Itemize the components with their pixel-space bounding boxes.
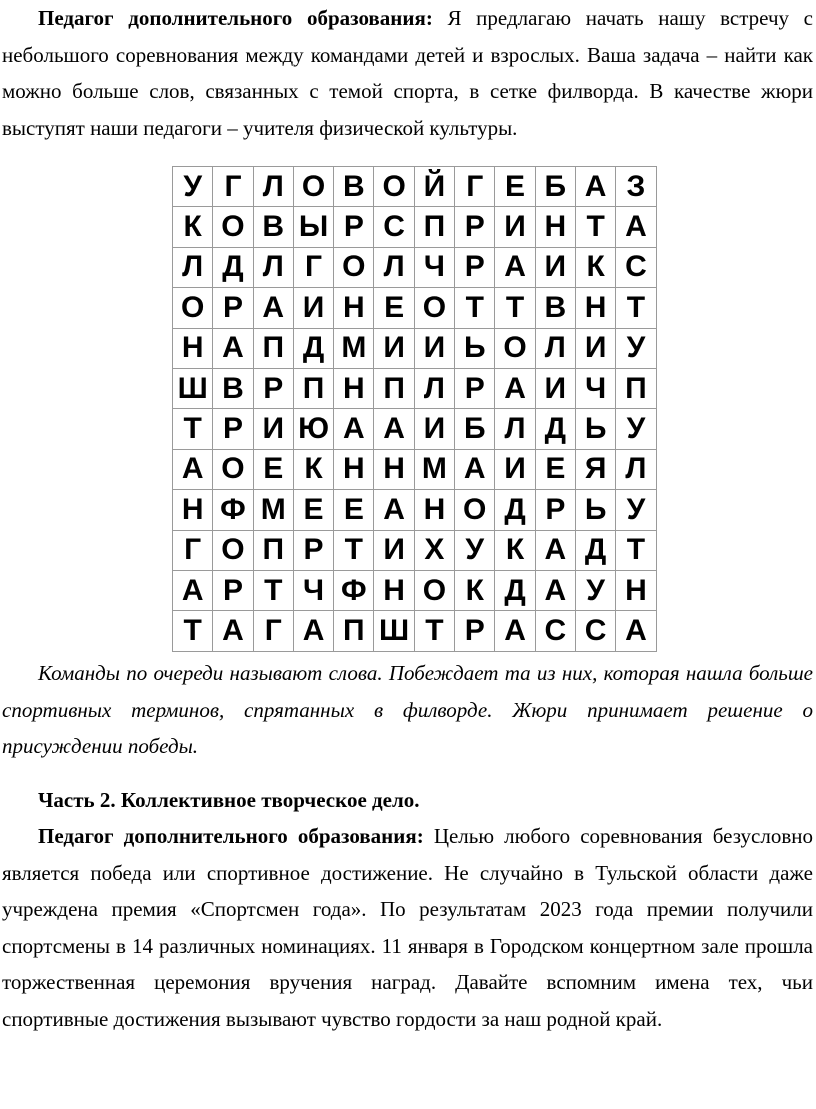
filword-cell: А [374, 490, 414, 530]
filword-cell: Р [455, 247, 495, 287]
filword-cell: И [414, 409, 454, 449]
filword-cell: Т [495, 288, 535, 328]
filword-cell: О [293, 167, 333, 207]
filword-cell: Е [535, 449, 575, 489]
filword-cell: Л [616, 449, 656, 489]
filword-cell: Д [495, 570, 535, 610]
filword-cell: Т [253, 570, 293, 610]
filword-cell: Е [253, 449, 293, 489]
filword-cell: Н [374, 449, 414, 489]
filword-cell: Л [253, 167, 293, 207]
filword-cell: У [455, 530, 495, 570]
filword-cell: А [616, 611, 656, 651]
filword-cell: З [616, 167, 656, 207]
filword-cell: Р [334, 207, 374, 247]
filword-row [173, 409, 657, 449]
filword-cell: О [334, 247, 374, 287]
filword-cell: Л [374, 247, 414, 287]
part2-text: Целью любого соревнования безусловно является победа или спортивное достижение. Не случайно в Тульской области даже учреждена премия «Спортсмен года». По результатам 2023 года премии получили спортсмены в 14 различных номинациях. 11 января в Городском концертном зале прошла торжественная церемония вручения наград. Давайте вспомним имена тех, чьи спортивные достижения вызывают чувство гордости за наш родной край. [2, 824, 813, 1031]
filword-cell: А [535, 570, 575, 610]
filword-cell: О [414, 570, 454, 610]
filword-cell: И [374, 530, 414, 570]
filword-cell: Р [213, 288, 253, 328]
filword-cell: Н [414, 490, 454, 530]
filword-cell: Л [495, 409, 535, 449]
filword-cell: А [173, 449, 213, 489]
filword-row [173, 207, 657, 247]
filword-cell: У [173, 167, 213, 207]
filword-cell: И [535, 368, 575, 408]
filword-cell: Р [213, 570, 253, 610]
filword-cell: И [535, 247, 575, 287]
filword-cell: Р [455, 611, 495, 651]
filword-cell: Н [334, 288, 374, 328]
filword-cell: Н [616, 570, 656, 610]
filword-cell: П [293, 368, 333, 408]
filword-row [173, 611, 657, 651]
filword-cell: Б [535, 167, 575, 207]
intro-paragraph [2, 0, 813, 146]
part2-paragraph [2, 818, 813, 1037]
filword-cell: Г [213, 167, 253, 207]
filword-cell: И [293, 288, 333, 328]
filword-cell: А [253, 288, 293, 328]
filword-cell: Т [173, 409, 213, 449]
filword-cell: П [374, 368, 414, 408]
filword-cell: Ы [293, 207, 333, 247]
filword-cell: О [173, 288, 213, 328]
filword-cell: Т [455, 288, 495, 328]
filword-cell: А [616, 207, 656, 247]
filword-cell: А [535, 530, 575, 570]
filword-cell: И [374, 328, 414, 368]
filword-cell: А [173, 570, 213, 610]
filword-row [173, 368, 657, 408]
filword-grid [172, 166, 657, 652]
filword-row [173, 167, 657, 207]
filword-cell: Г [253, 611, 293, 651]
filword-cell: К [455, 570, 495, 610]
filword-cell: К [495, 530, 535, 570]
filword-cell: П [414, 207, 454, 247]
filword-cell: Г [293, 247, 333, 287]
filword-cell: Т [414, 611, 454, 651]
filword-cell: А [495, 368, 535, 408]
filword-cell: Д [535, 409, 575, 449]
filword-cell: Ч [575, 368, 615, 408]
filword-cell: Ч [293, 570, 333, 610]
filword-cell: А [495, 611, 535, 651]
filword-cell: С [374, 207, 414, 247]
filword-row [173, 328, 657, 368]
filword-cell: Н [173, 328, 213, 368]
filword-cell: В [213, 368, 253, 408]
filword-cell: Е [374, 288, 414, 328]
filword-cell: Й [414, 167, 454, 207]
filword-cell: Л [253, 247, 293, 287]
filword-cell: А [213, 611, 253, 651]
filword-cell: А [293, 611, 333, 651]
filword-cell: П [253, 328, 293, 368]
filword-cell: Р [293, 530, 333, 570]
filword-cell: К [293, 449, 333, 489]
filword-cell: У [616, 328, 656, 368]
filword-cell: П [616, 368, 656, 408]
filword-cell: У [616, 409, 656, 449]
filword-cell: А [575, 167, 615, 207]
filword-cell: Ф [213, 490, 253, 530]
filword-cell: Д [213, 247, 253, 287]
filword-cell: Н [334, 368, 374, 408]
filword-cell: Д [575, 530, 615, 570]
filword-cell: В [253, 207, 293, 247]
filword-cell: А [455, 449, 495, 489]
filword-cell: Е [334, 490, 374, 530]
filword-cell: Л [173, 247, 213, 287]
part2-speaker: Педагог дополнительного образования: [38, 824, 424, 848]
filword-cell: Я [575, 449, 615, 489]
filword-cell: И [575, 328, 615, 368]
filword-cell: Р [213, 409, 253, 449]
filword-cell: Л [535, 328, 575, 368]
filword-cell: Ь [575, 490, 615, 530]
filword-cell: О [213, 530, 253, 570]
filword-cell: У [575, 570, 615, 610]
filword-cell: Ч [414, 247, 454, 287]
filword-row [173, 449, 657, 489]
filword-cell: П [334, 611, 374, 651]
filword-row [173, 530, 657, 570]
intro-text: Я предлагаю начать нашу встречу с небольшого соревнования между командами детей и взрослых. Ваша задача – найти как можно больше слов, связанных с темой спорта, в сетке филворда. В качестве жюри выступят наши педагоги – учителя физической культуры. [2, 6, 814, 140]
filword-cell: Г [455, 167, 495, 207]
filword-cell: Р [455, 207, 495, 247]
filword-cell: К [173, 207, 213, 247]
filword-cell: Т [173, 611, 213, 651]
filword-cell: М [334, 328, 374, 368]
filword-cell: Б [455, 409, 495, 449]
filword-cell: В [535, 288, 575, 328]
filword-cell: К [575, 247, 615, 287]
filword-cell: И [253, 409, 293, 449]
filword-cell: О [495, 328, 535, 368]
filword-cell: Т [616, 288, 656, 328]
filword-cell: М [253, 490, 293, 530]
filword-cell: Т [334, 530, 374, 570]
filword-cell: О [213, 449, 253, 489]
filword-cell: Ш [173, 368, 213, 408]
filword-cell: У [616, 490, 656, 530]
filword-cell: И [495, 207, 535, 247]
filword-cell: Х [414, 530, 454, 570]
filword-cell: А [495, 247, 535, 287]
filword-cell: Н [575, 288, 615, 328]
filword-cell: Т [575, 207, 615, 247]
filword-cell: Д [495, 490, 535, 530]
filword-cell: Т [616, 530, 656, 570]
filword-row [173, 247, 657, 287]
filword-cell: В [334, 167, 374, 207]
filword-cell: А [213, 328, 253, 368]
filword-cell: Е [293, 490, 333, 530]
instructions-paragraph: Команды по очереди называют слова. Побеждает та из них, которая нашла больше спортивных терминов, спрятанных в филворде. Жюри принимает решение о присуждении победы. [2, 661, 813, 758]
filword-cell: Н [535, 207, 575, 247]
filword-cell: Ш [374, 611, 414, 651]
filword-cell: И [495, 449, 535, 489]
filword-row [173, 570, 657, 610]
filword-cell: Р [455, 368, 495, 408]
filword-cell: Ь [455, 328, 495, 368]
filword-cell: А [374, 409, 414, 449]
filword-cell: П [253, 530, 293, 570]
filword-cell: Р [253, 368, 293, 408]
part2-heading: Часть 2. Коллективное творческое дело. [38, 788, 420, 812]
filword-row [173, 490, 657, 530]
filword-cell: А [334, 409, 374, 449]
filword-cell: Л [414, 368, 454, 408]
filword-cell: Р [535, 490, 575, 530]
filword-cell: О [455, 490, 495, 530]
filword-cell: М [414, 449, 454, 489]
filword-cell: С [535, 611, 575, 651]
filword-cell: Е [495, 167, 535, 207]
filword-cell: Н [173, 490, 213, 530]
filword-cell: С [575, 611, 615, 651]
filword-cell: Ь [575, 409, 615, 449]
intro-speaker: Педагог дополнительного образования: [38, 6, 433, 30]
filword-cell: И [414, 328, 454, 368]
filword-cell: Г [173, 530, 213, 570]
filword-row [173, 288, 657, 328]
filword-cell: О [414, 288, 454, 328]
filword-cell: С [616, 247, 656, 287]
filword-cell: О [374, 167, 414, 207]
filword-cell: Д [293, 328, 333, 368]
filword-cell: Н [374, 570, 414, 610]
filword-cell: Ю [293, 409, 333, 449]
filword-cell: Ф [334, 570, 374, 610]
filword-cell: Н [334, 449, 374, 489]
filword-cell: О [213, 207, 253, 247]
